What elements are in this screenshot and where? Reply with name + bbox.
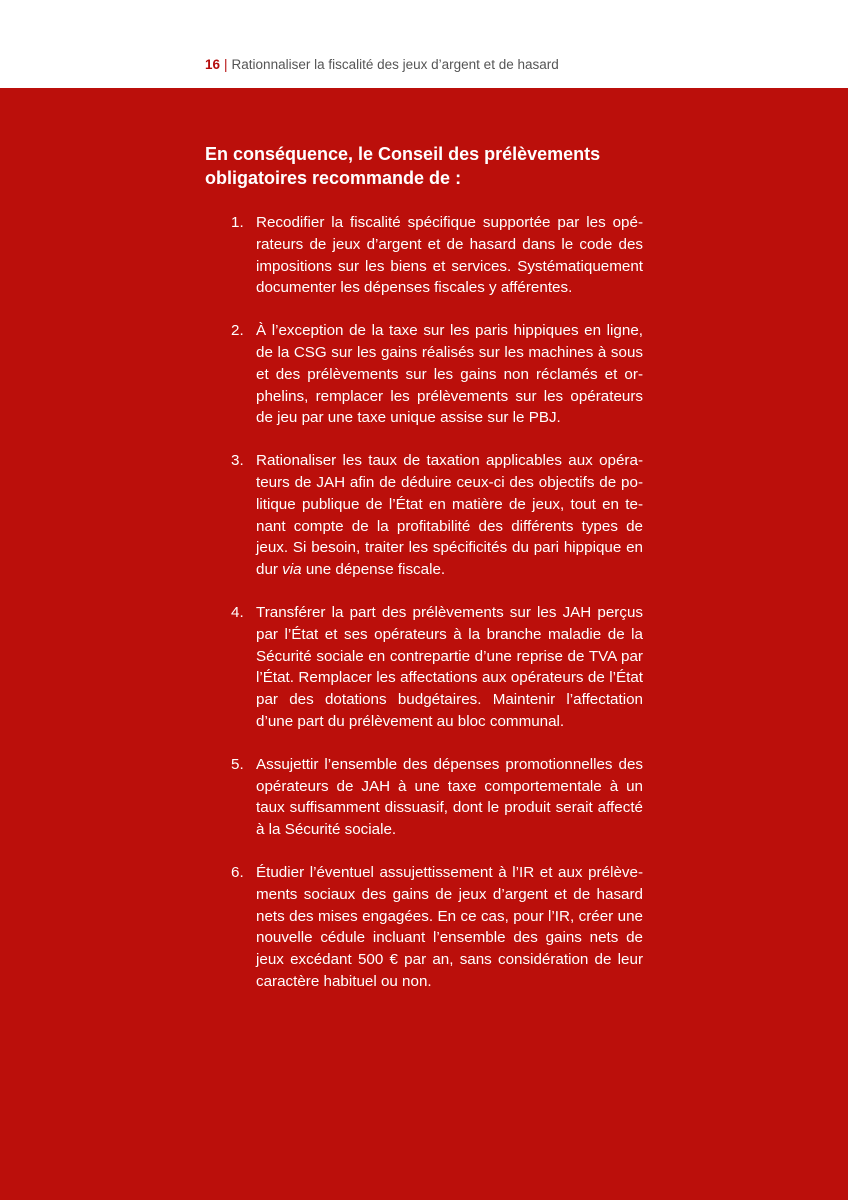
recommendation-number: 4.	[231, 603, 244, 621]
recommendation-text: Recodifier la fiscalité spécifique supportée par les opérateurs de jeux d’argent et de hasard dans le code des impositions sur les biens et services. Systématiquement documenter les dépenses fiscales y afférentes.	[256, 214, 643, 297]
recommendation-text: Étudier l’éventuel assujettissement à l’IR et aux prélèvements sociaux des gains de jeux d’argent et de hasard nets des mises engagées. En ce cas, pour l’IR, créer une nouvelle cédule incluant l’ensemble des gains nets de jeux excédant 500 € par an, sans considération de leur caractère habituel ou non.	[256, 863, 643, 990]
recommendation-text: Assujettir l’ensemble des dépenses promotionnelles des opérateurs de JAH à une taxe comportementale à un taux suffisamment dissuasif, dont le produit serait affecté à la Sécurité sociale.	[256, 755, 643, 839]
recommendation-item	[205, 320, 643, 429]
recommendation-item	[205, 754, 643, 841]
recommendation-number: 2.	[231, 322, 244, 340]
recommendation-text: Transférer la part des prélèvements sur les JAH perçus par l’État et ses opérateurs à la branche maladie de la Sécurité sociale en contrepartie d’une reprise de TVA par l’État. Remplacer les affectations aux opérateurs de l’État par des dotations budgétaires. Maintenir l’affectation d’une part du prélèvement au bloc communal.	[256, 603, 643, 730]
recommendations-content	[205, 142, 643, 1014]
page-header	[0, 0, 848, 88]
recommendation-number: 1.	[231, 214, 244, 231]
page-number: 16	[205, 57, 221, 72]
recommendations-list	[205, 212, 643, 993]
recommendation-text: À l’exception de la taxe sur les paris hippiques en ligne, de la CSG sur les gains réalisés sur les machines à sous et des prélèvements sur les gains non réclamés et orphelins, remplacer les prélèvements sur les opérateurs de jeu par une taxe unique assise sur le PBJ.	[256, 322, 643, 427]
recommendation-number: 6.	[231, 863, 244, 881]
recommendation-item	[205, 212, 643, 299]
recommendations-intro: En conséquence, le Conseil des prélèvements obligatoires recommande de :	[205, 144, 601, 188]
recommendation-text	[256, 452, 643, 578]
recommendation-number: 3.	[231, 452, 244, 470]
recommendation-item	[205, 862, 643, 993]
running-header	[205, 57, 559, 72]
running-title: Rationnaliser la fiscalité des jeux d’argent et de hasard	[231, 57, 559, 72]
recommendation-emphasis: via	[282, 561, 302, 579]
recommendation-text-start: Rationaliser les taux de taxation applicables aux opérateurs de JAH afin de déduire ceux-ci des objectifs de politique publique de l’État en matière de jeux, tout en tenant compte de la profitabilité des différents types de jeux. Si besoin, traiter les spécificités du pari hippique en dur	[256, 452, 643, 579]
recommendation-item	[205, 450, 643, 581]
recommendation-number: 5.	[231, 755, 244, 773]
header-separator: |	[224, 57, 228, 72]
recommendation-text-end: une dépense fiscale.	[301, 561, 446, 579]
recommendation-item	[205, 602, 643, 733]
